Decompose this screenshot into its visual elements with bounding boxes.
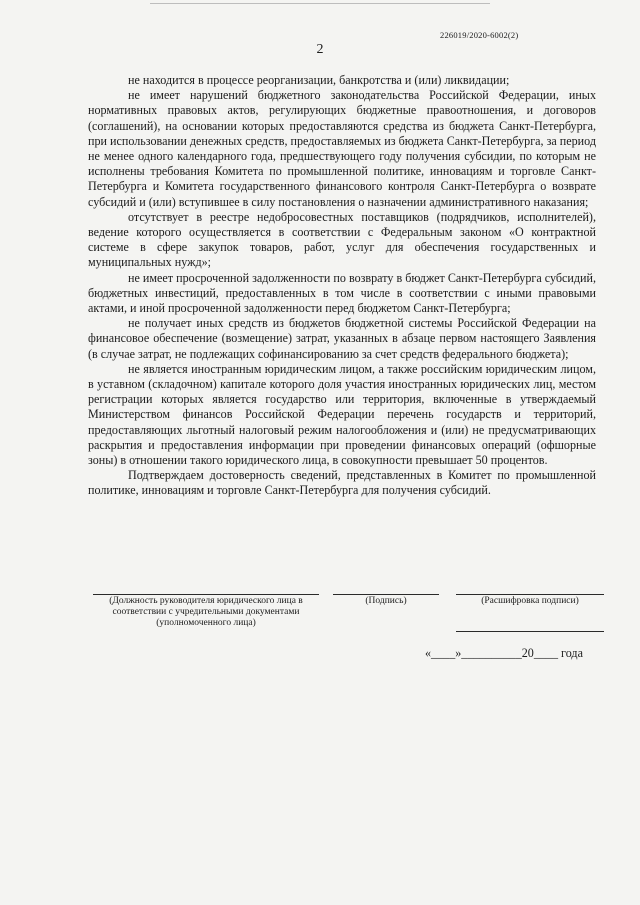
paragraph-other-funds: не получает иных средств из бюджетов бюджетной системы Российской Федерации на финансовое обеспечение (возмещение) затрат, указанных в абзаце первом настоящего Заявления (в случае затрат, не подлежащих софинансированию за счет средств федерального бюджета); [88,316,596,361]
declaration-text [88,73,596,499]
signature-line [333,594,439,595]
extra-line [456,631,604,632]
position-caption: (Должность руководителя юридического лица в соответствии с учредительными документами (уполномоченного лица) [109,596,303,628]
paragraph-reorganization: не находится в процессе реорганизации, банкротства и (или) ликвидации; [128,73,510,87]
scan-top-edge [150,3,490,4]
decoding-line [456,594,604,595]
paragraph-budget-violations: не имеет нарушений бюджетного законодательства Российской Федерации, иных нормативных правовых актов, регулирующих бюджетные правоотношения, и договоров (соглашений), на основании которых предоставляются средства из бюджета Санкт-Петербурга, при использовании денежных средств, предоставляемых из бюджета Санкт-Петербурга, за период не менее одного календарного года, предшествующего году получения субсидии, по которым не исполнены требования Комитета по промышленной политике, инновациям и торговле Санкт-Петербурга и Комитета государственного финансового контроля Санкт-Петербурга о возврате субсидий и (или) вступившее в силу постановления о назначении административного наказания; [88,88,596,209]
position-line [93,594,319,595]
paragraph-foreign-entity: не является иностранным юридическим лицом, а также российским юридическим лицом, в уставном (складочном) капитале которого доля участия иностранных юридических лиц, местом регистрации которых является государство или территория, включенные в утверждаемый Министерством финансов Российской Федерации перечень государств и территорий, предоставляющих льготный налоговый режим налогообложения и (или) не предусматривающих раскрытия и предоставления информации при проведении финансовых операций (офшорные зоны) в отношении такого юридического лица, в совокупности превышает 50 процентов. [88,361,596,468]
paragraph-supplier-registry: отсутствует в реестре недобросовестных поставщиков (подрядчиков, исполнителей), ведение которого осуществляется в соответствии с Федеральным законом «О контрактной системе в сфере закупок товаров, работ, услуг для обеспечения государственных и муниципальных нужд»; [88,209,596,270]
date-line: «____»__________20____ года [425,646,583,660]
paragraph-confirmation: Подтверждаем достоверность сведений, представленных в Комитет по промышленной политике, инновациям и торговле Санкт-Петербурга для получения субсидий. [88,468,596,498]
decoding-caption: (Расшифровка подписи) [481,596,579,606]
page-number: 2 [316,42,324,57]
registration-number: 226019/2020-6002(2) [440,30,519,40]
signature-caption: (Подпись) [365,596,407,606]
paragraph-overdue-debt: не имеет просроченной задолженности по возврату в бюджет Санкт-Петербурга субсидий, бюджетных инвестиций, предоставленных в том числе в соответствии с иными правовыми актами, и иной просроченной задолженности перед бюджетом Санкт-Петербурга; [88,270,596,316]
